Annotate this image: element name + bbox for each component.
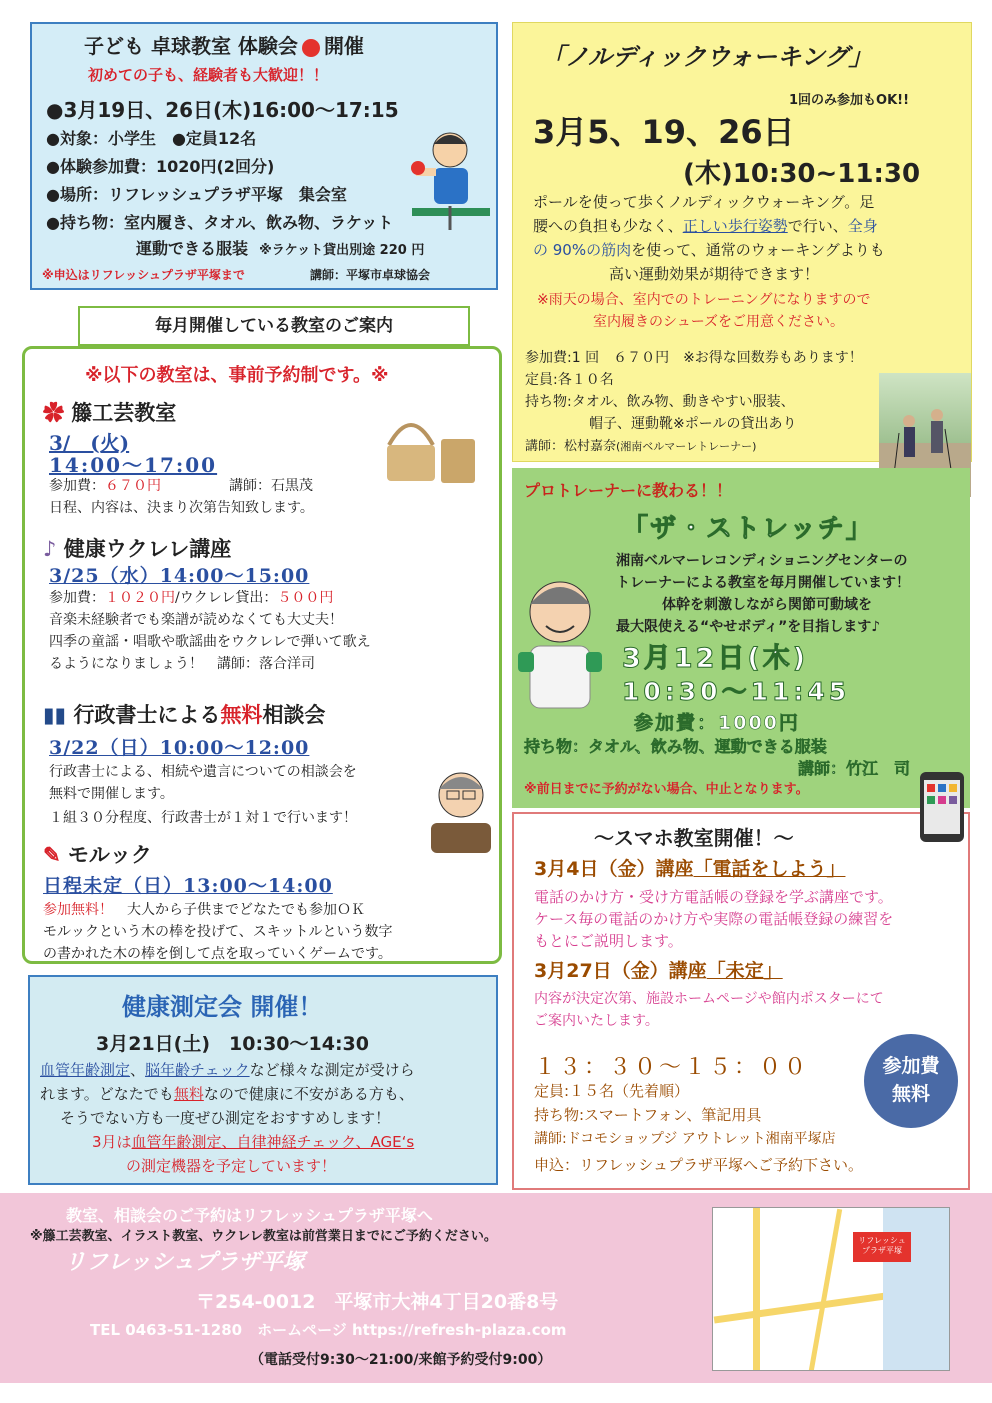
molkky-desc-3: の書かれた木の棒を倒して点を取っていくゲームです。 — [43, 946, 392, 962]
free-fee-badge — [864, 1034, 958, 1128]
stretch-title: 「ザ・ストレッチ」 — [622, 514, 874, 544]
phone-session-2: 3月27日（金）講座「未定」 — [534, 960, 783, 982]
stretch-note: ※前日までに予約がない場合、中止となります。 — [524, 782, 809, 797]
molkky-desc-1: 参加無料！ 大人から子供までどなたでも参加ＯＫ — [43, 902, 365, 918]
health-desc-5: の測定機器を予定しています！ — [126, 1157, 337, 1175]
nordic-lecturer: 講師：松村嘉奈(湘南ベルマーレトレーナー) — [525, 439, 757, 454]
map-road — [753, 1208, 760, 1371]
stretch-desc-2: トレーナーによる教室を毎月開催しています！ — [616, 575, 910, 591]
table-tennis-title: 子ども 卓球教室 体験会 開催 — [84, 34, 364, 58]
footer-contact-section — [0, 1193, 992, 1383]
rattan-date: 3/ (火) — [49, 431, 130, 455]
stretch-fee: 参加費：1000円 — [634, 712, 800, 734]
nordic-desc-3: の 90%の筋肉を使って、通常のウォーキングよりも — [533, 241, 885, 259]
rattan-title: ✿ 籐工芸教室 — [43, 400, 177, 425]
table-tennis-fee: ●体験参加費：1020円(2回分) — [46, 157, 275, 176]
table-tennis-subtitle: 初めての子も、経験者も大歓迎！！ — [88, 66, 329, 84]
location-map[interactable] — [712, 1207, 950, 1371]
stretch-desc-1: 湘南ベルマーレコンディショニングセンターの — [616, 553, 908, 569]
ukulele-datetime: 3/25（水）14:00～15:00 — [49, 565, 310, 587]
stretch-lead: プロトレーナーに教わる！！ — [524, 481, 733, 500]
consultation-desc-2: 無料で開催します。 — [49, 786, 174, 802]
table-tennis-lecturer: 講師：平塚市卓球協会 — [310, 268, 431, 282]
smartphone-icon — [914, 770, 974, 846]
flower-icon: ✿ — [43, 400, 64, 425]
table-tennis-player-illustration — [410, 120, 492, 232]
consultation-title: ▮▮ 行政書士による無料相談会 — [43, 702, 326, 727]
phone-title: ～スマホ教室開催！～ — [594, 826, 794, 850]
free-fee-badge-line-2: 無料 — [891, 1083, 930, 1105]
phone-lecturer: 講師:ドコモショップジ アウトレット湘南平塚店 — [534, 1131, 836, 1147]
footer-notice: ※籐工芸教室、イラスト教室、ウクレレ教室は前営業日までにご予約ください。 — [30, 1229, 497, 1244]
ukulele-desc-1: 音楽未経験者でも楽譜が読めなくても大丈夫！ — [49, 612, 343, 628]
ping-pong-paddle-icon — [302, 39, 320, 57]
stretch-desc-4: 最大限使える“やせボディ”を目指します♪ — [616, 619, 881, 635]
footer-hours: （電話受付9:30～21:00/来館予約受付9:00） — [250, 1352, 552, 1368]
nordic-desc-4: 高い運動効果が期待できます！ — [609, 265, 820, 283]
health-check-section — [28, 975, 498, 1185]
nordic-time: (木)10:30~11:30 — [683, 159, 921, 189]
nordic-rain-1: ※雨天の場合、室内でのトレーニングになりますので — [537, 292, 871, 308]
stretch-lecturer: 講師：竹江 司 — [798, 759, 911, 778]
rattan-desc: 日程、内容は、決まり次第告知致します。 — [49, 500, 314, 516]
phone-time: １３：３０～１５：００ — [534, 1055, 810, 1080]
table-tennis-section — [30, 22, 498, 290]
books-icon: ▮▮ — [43, 702, 67, 727]
molkky-datetime: 日程未定（日）13:00～14:00 — [43, 875, 333, 897]
footer-tel-homepage[interactable]: TEL 0463-51-1280 ホームページ https://refresh-plaza.com — [90, 1321, 567, 1339]
monthly-classes-header: 毎月開催している教室のご案内 — [78, 306, 470, 346]
nordic-rain-2: 室内履きのシューズをご用意ください。 — [593, 314, 845, 330]
footer-reservation: 教室、相談会のご予約はリフレッシュプラザ平塚へ — [66, 1206, 433, 1225]
nordic-items-1: 持ち物:タオル、飲み物、動きやすい服装、 — [525, 394, 795, 410]
health-desc-3: そうでない方も一度ぜひ測定をおすすめします！ — [60, 1109, 391, 1127]
nordic-fee: 参加費:1 回 ６７０円 ※お得な回数券もあります！ — [525, 350, 863, 366]
health-title: 健康測定会 開催！ — [122, 993, 323, 1021]
reservation-note: ※以下の教室は、事前予約制です。※ — [85, 365, 389, 386]
footer-facility-name: リフレッシュプラザ平塚 — [64, 1250, 305, 1275]
table-tennis-place: ●場所：リフレッシュプラザ平塚 集会室 — [46, 185, 347, 204]
monthly-classes-section — [22, 346, 502, 964]
stretch-desc-3: 体幹を刺激しながら関節可動域を — [662, 597, 872, 613]
stretch-date: 3月12日(木) — [622, 643, 809, 674]
health-datetime: 3月21日(土) 10:30～14:30 — [96, 1033, 369, 1055]
consultation-desc-1: 行政書士による、相続や遺言についての相談会を — [49, 764, 357, 780]
nordic-capacity: 定員:各１０名 — [525, 372, 614, 388]
lawyer-illustration — [423, 763, 499, 859]
nordic-dates: 3月5、19、26日 — [533, 113, 795, 151]
nordic-walking-section — [512, 22, 972, 462]
ukulele-fee: 参加費：１０２０円/ウクレレ貸出：５００円 — [49, 590, 334, 606]
phone-session-1-desc-1: 電話のかけ方・受け方電話帳の登録を学ぶ講座です。 — [534, 888, 893, 906]
nordic-desc-1: ポールを使って歩くノルディックウォーキング。足 — [533, 193, 875, 211]
rattan-fee: 参加費：６７０円 — [49, 478, 161, 494]
map-facility-marker: リフレッシュプラザ平塚 — [853, 1232, 911, 1262]
phone-session-1-desc-3: もとにご説明します。 — [534, 932, 683, 950]
phone-capacity: 定員:１５名（先着順） — [534, 1082, 690, 1100]
stretch-section — [512, 468, 970, 808]
nordic-once-note: 1回のみ参加もOK!! — [789, 93, 910, 108]
nordic-desc-2: 腰への負担も少なく、正しい歩行姿勢で行い、全身 — [533, 217, 878, 235]
phone-session-2-desc-2: ご案内いたします。 — [534, 1013, 659, 1029]
rattan-time: 14:00～17:00 — [49, 453, 218, 477]
nordic-title: 「ノルディックウォーキング」 — [541, 43, 873, 71]
map-road — [809, 1209, 842, 1371]
ukulele-desc-2: 四季の童謡・唱歌や歌謡曲をウクレレで弾いて歌え — [49, 634, 371, 650]
phone-apply: 申込：リフレッシュプラザ平塚へご予約下さい。 — [534, 1156, 863, 1174]
table-tennis-items2: 運動できる服装 ※ラケット貸出別途 220 円 — [136, 239, 425, 258]
health-desc-2: れます。どなたでも無料なので健康に不安がある方も、 — [40, 1085, 414, 1103]
ukulele-title: ♪ 健康ウクレレ講座 — [43, 536, 232, 561]
table-tennis-date: ●3月19日、26日(木)16:00～17:15 — [46, 98, 399, 122]
guitar-icon: ♪ — [43, 536, 57, 561]
nordic-items-2: 帽子、運動靴※ポールの貸出あり — [589, 416, 797, 432]
ukulele-desc-3: るようになりましょう！ 講師：落合洋司 — [49, 656, 315, 672]
phone-items: 持ち物:スマートフォン、筆記用具 — [534, 1106, 762, 1124]
health-desc-1: 血管年齢測定、脳年齢チェックなど様々な測定が受けら — [40, 1061, 415, 1079]
rattan-basket-illustration — [381, 405, 481, 489]
stretch-time: 10:30～11:45 — [622, 677, 851, 706]
trainer-illustration — [516, 572, 608, 722]
footer-address: 〒254-0012 平塚市大神4丁目20番8号 — [196, 1291, 559, 1313]
consultation-datetime: 3/22（日）10:00～12:00 — [49, 737, 310, 759]
health-desc-4: 3月は血管年齢測定、自律神経チェック、AGE‘s — [92, 1133, 415, 1151]
smartphone-class-section — [512, 812, 970, 1190]
table-tennis-apply-note: ※申込はリフレッシュプラザ平塚まで — [42, 268, 245, 282]
table-tennis-target: ●対象：小学生 ●定員12名 — [46, 129, 257, 148]
molkky-desc-2: モルックという木の棒を投げて、スキットルという数字 — [43, 924, 393, 940]
free-fee-badge-line-1: 参加費 — [882, 1055, 940, 1077]
rattan-lecturer: 講師：石黒茂 — [229, 478, 313, 494]
table-tennis-items: ●持ち物：室内履き、タオル、飲み物、ラケット — [46, 213, 394, 232]
molkky-title: ✎ モルック — [43, 842, 152, 867]
phone-session-1: 3月4日（金）講座「電話をしよう」 — [534, 858, 846, 880]
phone-session-2-desc-1: 内容が決定次第、施設ホームページや館内ポスターにて — [534, 991, 884, 1007]
pencil-icon: ✎ — [43, 842, 61, 867]
consultation-desc-3: １組３０分程度、行政書士が１対１で行います！ — [49, 810, 357, 826]
phone-session-1-desc-2: ケース毎の電話のかけ方や実際の電話帳登録の練習を — [534, 910, 894, 928]
stretch-items: 持ち物：タオル、飲み物、運動できる服装 — [524, 737, 827, 756]
